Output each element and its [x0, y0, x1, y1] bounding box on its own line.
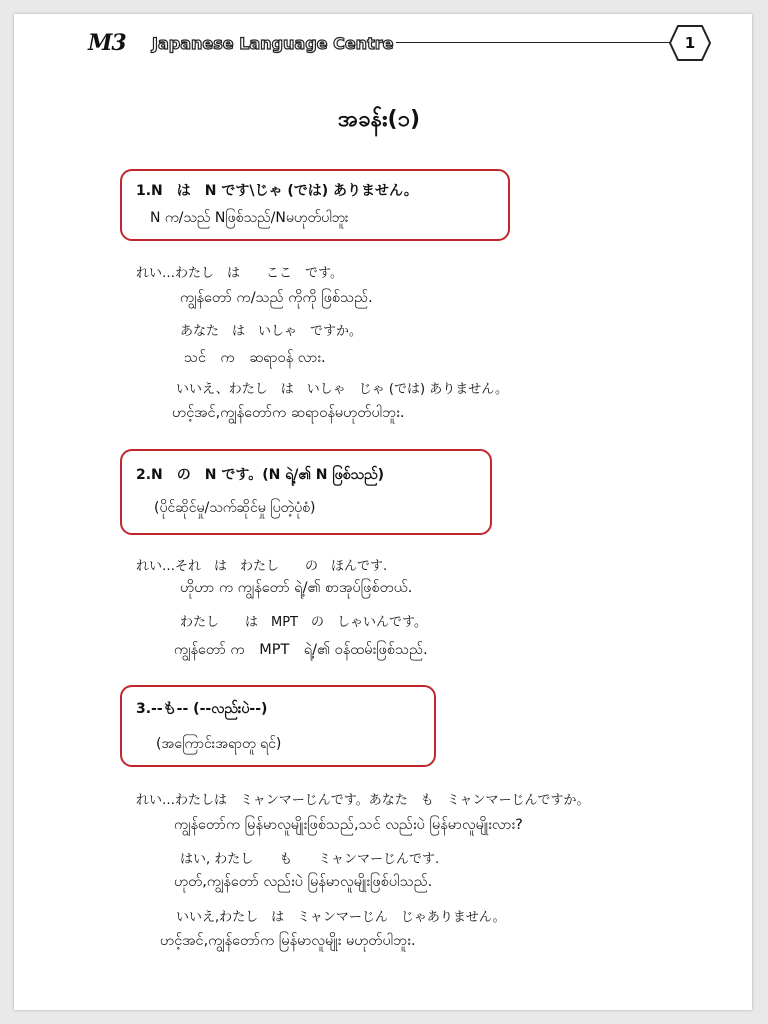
example-line: れい…わたしは ミャンマーじんです。あなた も ミャンマーじんですか。	[136, 793, 590, 808]
example-line: ကျွန်တော် က MPT ရဲ့/၏ ဝန်ထမ်းဖြစ်သည်.	[174, 642, 428, 658]
grammar-box-3-subtitle: (အကြောင်းအရာတူ ရင်)	[156, 736, 282, 752]
example-line: はい, わたし も ミャンマーじんです.	[180, 852, 440, 867]
example-line: ဟိုဟာ က ကျွန်တော် ရဲ့/၏ စာအုပ်ဖြစ်တယ်.	[180, 580, 413, 596]
brand-logo: M3	[88, 30, 126, 56]
example-line: れい…それ は わたし の ほんです.	[136, 559, 388, 574]
example-line: ဟုတ်,ကျွန်တော် လည်းပဲ မြန်မာလူမျိုးဖြစ်ပါသည်.	[174, 874, 433, 890]
example-line: ဟင့်အင်,ကျွန်တော်က မြန်မာလူမျိုး မဟုတ်ပါဘူး.	[160, 933, 416, 949]
example-line: いいえ、わたし は いしゃ じゃ (では) ありません。	[176, 382, 508, 397]
example-line: わたし は MPT の しゃいんです。	[180, 615, 427, 630]
grammar-box-1-title: 1.N は N です\じゃ (では) ありません。	[136, 183, 418, 199]
grammar-box-2-subtitle: (ပိုင်ဆိုင်မှု/သက်ဆိုင်မှု ပြတဲ့ပုံစံ)	[154, 500, 316, 516]
example-line: あなた は いしゃ ですか。	[180, 324, 363, 339]
grammar-box-3-title: 3.--も-- (--လည်းပဲ--)	[136, 701, 268, 717]
example-line: れい…わたし は ここ です。	[136, 266, 343, 281]
lesson-title: အခန်း(၁)	[338, 107, 421, 132]
example-line: いいえ,わたし は ミャンマーじん じゃありません。	[176, 910, 506, 925]
header-divider	[396, 42, 682, 43]
grammar-box-1-subtitle: N က/သည် Nဖြစ်သည်/Nမဟုတ်ပါဘူး	[150, 210, 349, 226]
grammar-box-2	[120, 449, 492, 535]
example-line: ဟင့်အင်,ကျွန်တော်က ဆရာဝန်မဟုတ်ပါဘူး.	[172, 405, 405, 421]
example-line: သင် က ဆရာဝန် လား.	[184, 350, 326, 366]
grammar-box-2-title: 2.N の N です。(N ရဲ့/၏ N ဖြစ်သည်)	[136, 467, 385, 483]
header-title: Japanese Language Centre	[152, 34, 394, 53]
example-line: ကျွန်တော်က မြန်မာလူမျိုးဖြစ်သည်,သင် လည်းပဲ မြန်မာလူမျိုးလား?	[174, 817, 523, 833]
example-line: ကျွန်တော် က/သည် ကိုကို ဖြစ်သည်.	[180, 290, 373, 306]
page-number: 1	[684, 34, 696, 52]
